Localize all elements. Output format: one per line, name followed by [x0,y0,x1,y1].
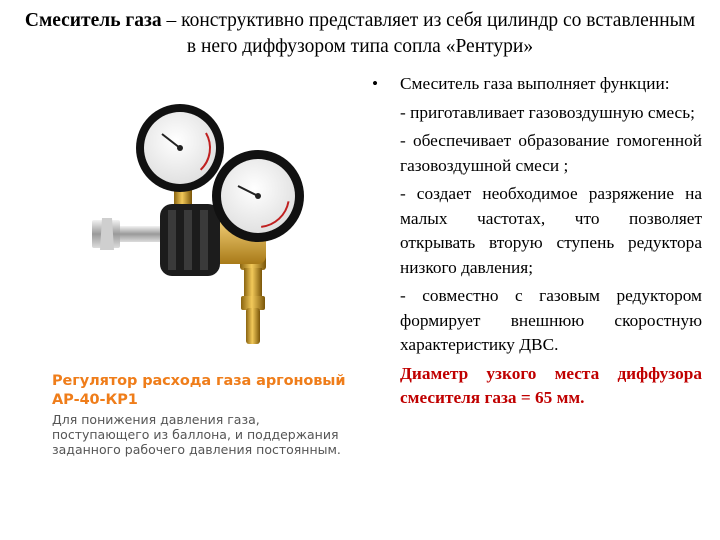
caption-description: Для понижения давления газа, поступающего из баллона, и поддержания заданного рабочего давления постоянным. [52,412,341,457]
function-item: - приготавливает газовоздушную смесь; [400,102,695,122]
function-item: - создает необходимое разряжение на малых частотах, что позволяет открывать вторую ступень редуктора низкого давления; [400,184,702,277]
function-item: - совместно с газовым редуктором формирует внешнюю скоростную характеристику ДВС. [400,286,702,354]
diffuser-diameter-note: Диаметр узкого места диффузора смесителя газа = 65 мм. [400,363,702,407]
title-bold: Смеситель газа [24,10,162,31]
title-rest: – конструктивно представляет из себя цилиндр со вставленным в него диффузором типа сопла «Рентури» [161,10,696,57]
product-caption [52,372,352,457]
caption-title: Регулятор расхода газа аргоновый АР-40-КР1 [52,373,346,408]
slide-title [20,8,700,60]
function-item: - обеспечивает образование гомогенной газовоздушной смеси ; [400,131,702,175]
product-figure [38,80,358,500]
intro-text: Смеситель газа выполняет функции: [400,74,670,93]
gas-regulator-image [88,100,318,370]
functions-intro [372,72,702,97]
functions-list [372,72,702,411]
bullet-icon: • [372,74,379,93]
